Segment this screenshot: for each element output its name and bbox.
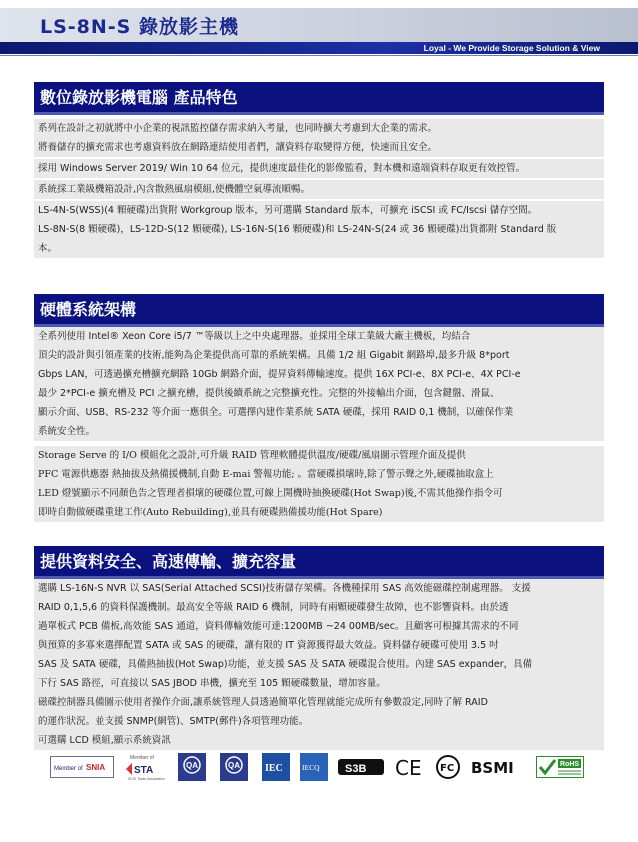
snia-line2: SNIA bbox=[86, 763, 106, 772]
text-line: 採用 Windows Server 2019/ Win 10 64 位元，提供速度最佳化的影像監看，對本機和遠端資料存取更有效控管。 bbox=[38, 163, 526, 174]
text-line: LED 燈號顯示不同顏色告之管理者損壞的硬碟位置,可線上開機時抽換硬碟(Hot Swap)後,不需其他操作指令可 bbox=[38, 488, 503, 499]
text-line: LS-4N-S(WSS)(4 顆硬碟)出貨附 Workgroup 版本，另可選購 Standard 版本，可擴充 iSCSI 或 FC/Iscsi 儲存空間。 bbox=[38, 205, 538, 216]
text-line: 選購 LS-16N-S NVR 以 SAS(Serial Attached SCSI)技術儲存架構。各機種採用 SAS 高效能磁碟控制處理器。 支援 bbox=[38, 583, 531, 594]
sta-member-logo bbox=[120, 752, 170, 782]
paragraph bbox=[34, 579, 604, 750]
text-line: 可選購 LCD 模組,顯示系統資訊 bbox=[38, 735, 171, 746]
bsmi-logo bbox=[470, 752, 530, 782]
text-line: 過單板式 PCB 備板,高效能 SAS 通道，資料傳輸效能可達:1200MB ~24 00MB/sec。且顧客可根據其需求的不同 bbox=[38, 621, 519, 632]
paragraph bbox=[34, 180, 604, 199]
sta-line2: STA bbox=[134, 765, 154, 776]
page-title: LS-8N-S 錄放影主機 bbox=[40, 16, 239, 38]
text-line: PFC 電源供應器 熱抽拔及熱備援機制,自動 E-mai 警報功能; 。當硬碟損壞時,除了警示聲之外,硬碟抽取盒上 bbox=[38, 469, 494, 480]
paragraph bbox=[34, 446, 604, 522]
bsmi-text: BSMI bbox=[471, 759, 514, 777]
paragraph bbox=[34, 159, 604, 178]
rohs-logo bbox=[536, 752, 584, 782]
section-title: 提供資料安全、高速傳輸、擴充容量 bbox=[34, 546, 604, 579]
text-line: 磁碟控制器具備圖示使用者操作介面,讓系統管理人員透過簡單化管理就能完成所有參數設定,同時了解 RAID bbox=[38, 697, 488, 708]
ce-text: CE bbox=[395, 756, 422, 779]
text-line: 全系列使用 Intel® Xeon Core i5/7 ™等級以上之中央處理器。並採用全球工業級大廠主機板，均結合 bbox=[38, 331, 471, 342]
ce-mark-icon bbox=[394, 752, 428, 782]
s3b-text: S3B bbox=[345, 763, 367, 775]
sta-line3: SCSI Trade Association bbox=[128, 777, 165, 781]
text-line: 將養儲存的擴充需求也考慮資料放在網路連結使用者們，讓資料存取變得方便，快速而且安全。 bbox=[38, 142, 438, 153]
text-line: SAS 及 SATA 硬碟，具備熱抽拔(Hot Swap)功能，並支援 SAS 及 SATA 硬碟混合使用。內建 SAS expander，具備 bbox=[38, 659, 533, 670]
text-line: 系列在設計之初就將中小企業的視訊監控儲存需求納入考量，也同時擴大考慮到大企業的需求。 bbox=[38, 123, 438, 134]
page-header bbox=[0, 0, 638, 58]
text-line: RAID 0,1,5,6 的資料保護機制。最高安全等級 RAID 6 機制，同時有兩顆硬碟發生故障，也不影響資料。由於透 bbox=[38, 602, 509, 613]
paragraph bbox=[34, 119, 604, 157]
text-line: 下行 SAS 路徑，可直接以 SAS JBOD 串機，擴充至 105 顆硬碟數量，增加容量。 bbox=[38, 678, 386, 689]
text-line: 與預算的多寡來選擇配置 SATA 或 SAS 的硬碟，讓有限的 IT 資源獲得最大效益。資料儲存硬碟可使用 3.5 吋 bbox=[38, 640, 499, 651]
text-line: 本。 bbox=[38, 243, 58, 254]
iec-logo bbox=[262, 752, 290, 782]
snia-member-logo bbox=[50, 752, 114, 782]
rohs-text: RoHS bbox=[560, 761, 580, 768]
certification-logos bbox=[50, 752, 590, 782]
section-title: 硬體系統架構 bbox=[34, 294, 604, 327]
sta-line1: Member of bbox=[130, 755, 154, 761]
fcc-mark-icon bbox=[434, 752, 462, 782]
text-line: Storage Serve 的 I/O 模組化之設計,可升級 RAID 管理軟體提供溫度/硬碟/風扇圖示管理介面及提供 bbox=[38, 450, 466, 461]
header-slogan: Loyal - We Provide Storage Solution & View bbox=[423, 43, 600, 53]
section-product-features bbox=[34, 82, 604, 258]
qa-logo bbox=[220, 752, 248, 782]
text-line: 系統採工業級機箱設計,內含散熱風扇模組,使機體空氣導流順暢。 bbox=[38, 184, 311, 195]
text-line: 最少 2*PCI-e 擴充槽及 PCI 之擴充槽，提供後續系統之完整擴充性。完整的外接輸出介面，包含鍵盤、滑鼠、 bbox=[38, 388, 500, 399]
header-divider bbox=[0, 55, 638, 56]
text-line: LS-8N-S(8 顆硬碟)，LS-12D-S(12 顆硬碟), LS-16N-S(16 顆硬碟)和 LS-24N-S(24 或 36 顆硬碟)出貨都附 Standard 版 bbox=[38, 224, 557, 235]
section-data-security bbox=[34, 546, 604, 750]
text-line: 的運作狀況。並支援 SNMP(網管)、SMTP(郵件)各項管理功能。 bbox=[38, 716, 309, 727]
s3b-logo bbox=[338, 752, 384, 782]
iec-text: IEC bbox=[265, 763, 283, 774]
paragraph bbox=[34, 201, 604, 258]
text-line: 即時自動做硬碟重建工作(Auto Rebuilding),並具有硬碟熱備援功能(Hot Spare) bbox=[38, 507, 383, 518]
fc-text: FC bbox=[440, 763, 455, 774]
section-title: 數位錄放影機電腦 產品特色 bbox=[34, 82, 604, 115]
iecq-logo bbox=[300, 752, 328, 782]
section-hardware bbox=[34, 294, 604, 522]
text-line: Gbps LAN，可透過擴充槽擴充網路 10Gb 網路介面，提昇資料傳輸速度。提供 16X PCI-e、8X PCI-e、4X PCI-e bbox=[38, 369, 521, 380]
qa2-text: QA bbox=[228, 761, 240, 770]
paragraph bbox=[34, 327, 604, 441]
text-line: 顯示介面、USB、RS-232 等介面一應俱全。可選擇內建作業系統 SATA 硬碟，採用 RAID 0,1 機制，以確保作業 bbox=[38, 407, 514, 418]
snia-line1: Member of bbox=[54, 766, 83, 772]
qa1-text: QA bbox=[186, 761, 198, 770]
qa-logo bbox=[178, 752, 206, 782]
text-line: 頂尖的設計與引領產業的技術,能夠為企業提供高可靠的系統架構。具備 1/2 組 Gigabit 網路埠,最多升級 8*port bbox=[38, 350, 510, 361]
iecq-text: IECQ bbox=[302, 763, 320, 772]
text-line: 系統安全性。 bbox=[38, 426, 96, 437]
